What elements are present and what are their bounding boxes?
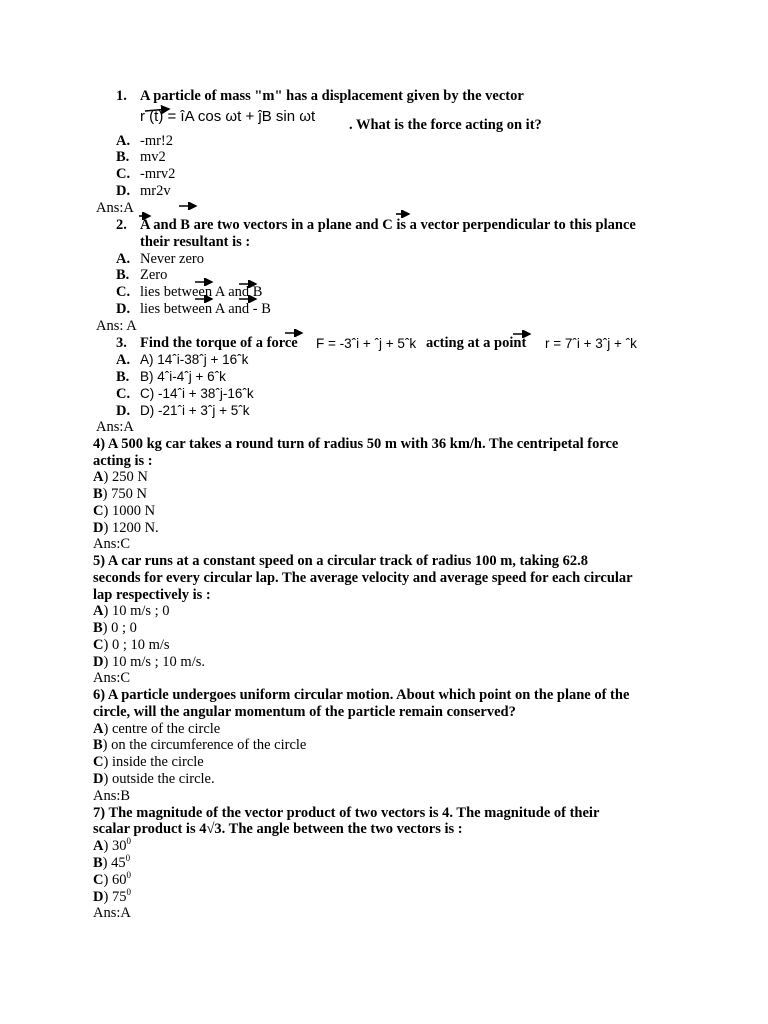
q2-answer: Ans: A bbox=[96, 318, 137, 334]
option-letter: B bbox=[93, 620, 103, 636]
q4-option-b bbox=[93, 486, 147, 503]
q4-option-c bbox=[93, 503, 155, 520]
option-text: ) 10 m/s ; 0 bbox=[103, 603, 170, 619]
option-text: ) on the circumference of the circle bbox=[102, 737, 307, 753]
q6-option-d bbox=[93, 771, 215, 788]
option-text: ) 60 bbox=[103, 872, 127, 888]
option-text: Never zero bbox=[140, 251, 204, 267]
q5-option-c bbox=[93, 637, 170, 654]
option-letter: D bbox=[93, 889, 104, 905]
q3-line bbox=[116, 335, 298, 352]
option-letter: B. bbox=[116, 267, 130, 283]
degree-superscript: 0 bbox=[126, 870, 131, 880]
option-letter: A bbox=[93, 469, 104, 485]
q6-line1: 6) A particle undergoes uniform circular motion. About which point on the plane of the bbox=[93, 687, 630, 703]
option-letter: B bbox=[93, 855, 103, 871]
q6-option-c bbox=[93, 754, 204, 771]
option-text: ) centre of the circle bbox=[103, 721, 221, 737]
option-text: ) 1000 N bbox=[103, 503, 156, 519]
option-letter: C bbox=[93, 754, 104, 770]
q2-text2: their resultant is : bbox=[140, 234, 251, 250]
option-letter: D bbox=[93, 771, 104, 787]
q1-text2: . What is the force acting on it? bbox=[349, 117, 542, 133]
q3-answer: Ans:A bbox=[96, 419, 134, 435]
q6-answer: Ans:B bbox=[93, 788, 131, 804]
option-text: ) 1200 N. bbox=[103, 520, 159, 536]
q4-line1: 4) A 500 kg car takes a round turn of radius 50 m with 36 km/h. The centripetal force bbox=[93, 436, 619, 452]
q1-equation: r (t) = îA cos ωt + ĵB sin ωt bbox=[140, 108, 316, 125]
q4-option-a bbox=[93, 469, 148, 486]
option-letter: A bbox=[93, 838, 104, 854]
option-letter: D. bbox=[116, 183, 131, 199]
option-letter: A bbox=[93, 603, 104, 619]
option-text: mr2v bbox=[140, 183, 171, 199]
q6-line2: circle, will the angular momentum of the particle remain conserved? bbox=[93, 704, 516, 720]
option-letter: B. bbox=[116, 369, 130, 385]
q1-option-c bbox=[116, 166, 175, 183]
q3-text: Find the torque of a force bbox=[140, 335, 298, 351]
option-text: ) 0 ; 10 m/s bbox=[103, 637, 170, 653]
option-text: -mr!2 bbox=[140, 133, 174, 149]
degree-superscript: 0 bbox=[126, 887, 131, 897]
q5-option-a bbox=[93, 603, 170, 620]
q5-line1: 5) A car runs at a constant speed on a circular track of radius 100 m, taking 62.8 bbox=[93, 553, 589, 569]
q2-text: A and B are two vectors in a plane and C is a vector perpendicular to this plance bbox=[140, 217, 636, 233]
option-text: -mrv2 bbox=[140, 166, 176, 182]
q1-line bbox=[116, 88, 524, 105]
q4-answer: Ans:C bbox=[93, 536, 131, 552]
q2-option-a bbox=[116, 251, 204, 268]
q3-option-a bbox=[116, 351, 248, 369]
option-text: ) 250 N bbox=[103, 469, 148, 485]
option-text: C) -14ˆi + 38ˆj-16ˆk bbox=[140, 386, 254, 401]
option-letter: A. bbox=[116, 352, 131, 368]
option-text: ) 45 bbox=[102, 855, 126, 871]
q2-option-b bbox=[116, 267, 167, 284]
option-text: lies between A and - B bbox=[140, 301, 271, 317]
q2-line bbox=[116, 217, 636, 234]
q2-number: 2. bbox=[116, 217, 127, 233]
option-letter: D bbox=[93, 520, 104, 536]
q1-option-b bbox=[116, 149, 166, 166]
option-text: ) 750 N bbox=[102, 486, 147, 502]
option-letter: A. bbox=[116, 251, 131, 267]
option-letter: C. bbox=[116, 284, 131, 300]
q7-option-b bbox=[93, 855, 130, 872]
q1-number: 1. bbox=[116, 88, 127, 104]
option-text: Zero bbox=[140, 267, 168, 283]
q3-point: r = 7ˆi + 3ˆj + ˆk bbox=[545, 336, 637, 351]
option-text: A) 14ˆi-38ˆj + 16ˆk bbox=[140, 352, 249, 367]
option-text: lies between A and B bbox=[140, 284, 263, 300]
q1-answer: Ans:A bbox=[96, 200, 134, 216]
degree-superscript: 0 bbox=[126, 836, 131, 846]
q3-force: F = -3ˆi + ˆj + 5ˆk bbox=[316, 336, 417, 351]
degree-superscript: 0 bbox=[125, 853, 131, 863]
q1-text: A particle of mass "m" has a displacement given by the vector bbox=[140, 88, 524, 104]
option-text: ) 0 ; 0 bbox=[102, 620, 137, 636]
option-letter: D. bbox=[116, 403, 131, 419]
q5-answer: Ans:C bbox=[93, 670, 131, 686]
option-text: ) 30 bbox=[103, 838, 127, 854]
q5-option-d bbox=[93, 654, 205, 671]
q7-option-d bbox=[93, 889, 131, 906]
q5-line2: seconds for every circular lap. The average velocity and average speed for each circular bbox=[93, 570, 633, 586]
q5-line3: lap respectively is : bbox=[93, 587, 211, 603]
q1-option-d bbox=[116, 183, 171, 200]
option-text: ) outside the circle. bbox=[103, 771, 215, 787]
option-letter: A bbox=[93, 721, 104, 737]
q2-option-d bbox=[116, 301, 271, 318]
q3-option-c bbox=[116, 385, 254, 403]
vector-arrow-icon bbox=[178, 202, 200, 210]
option-letter: C. bbox=[116, 166, 131, 182]
option-text: ) inside the circle bbox=[103, 754, 204, 770]
option-letter: A. bbox=[116, 133, 131, 149]
q3-number: 3. bbox=[116, 335, 127, 351]
q1-option-a bbox=[116, 133, 173, 150]
option-letter: B bbox=[93, 737, 103, 753]
q6-option-b bbox=[93, 737, 306, 754]
q4-line2: acting is : bbox=[93, 453, 153, 469]
option-letter: D bbox=[93, 654, 104, 670]
q7-line2: scalar product is 4√3. The angle between the two vectors is : bbox=[93, 821, 463, 837]
q7-answer: Ans:A bbox=[93, 905, 131, 921]
option-text: mv2 bbox=[140, 149, 166, 165]
option-letter: C bbox=[93, 872, 104, 888]
option-letter: C. bbox=[116, 386, 131, 402]
option-text: B) 4ˆi-4ˆj + 6ˆk bbox=[140, 369, 226, 384]
option-letter: D. bbox=[116, 301, 131, 317]
q6-option-a bbox=[93, 721, 220, 738]
q5-option-b bbox=[93, 620, 137, 637]
option-text: D) -21ˆi + 3ˆj + 5ˆk bbox=[140, 403, 250, 418]
option-letter: C bbox=[93, 637, 104, 653]
option-text: ) 10 m/s ; 10 m/s. bbox=[103, 654, 205, 670]
option-letter: B. bbox=[116, 149, 130, 165]
q3-option-d bbox=[116, 402, 250, 420]
option-letter: B bbox=[93, 486, 103, 502]
q3-text-mid: acting at a point bbox=[426, 335, 527, 351]
option-letter: C bbox=[93, 503, 104, 519]
q4-option-d bbox=[93, 520, 159, 537]
q7-line1: 7) The magnitude of the vector product of two vectors is 4. The magnitude of their bbox=[93, 805, 600, 821]
option-text: ) 75 bbox=[103, 889, 127, 905]
q3-option-b bbox=[116, 368, 226, 386]
